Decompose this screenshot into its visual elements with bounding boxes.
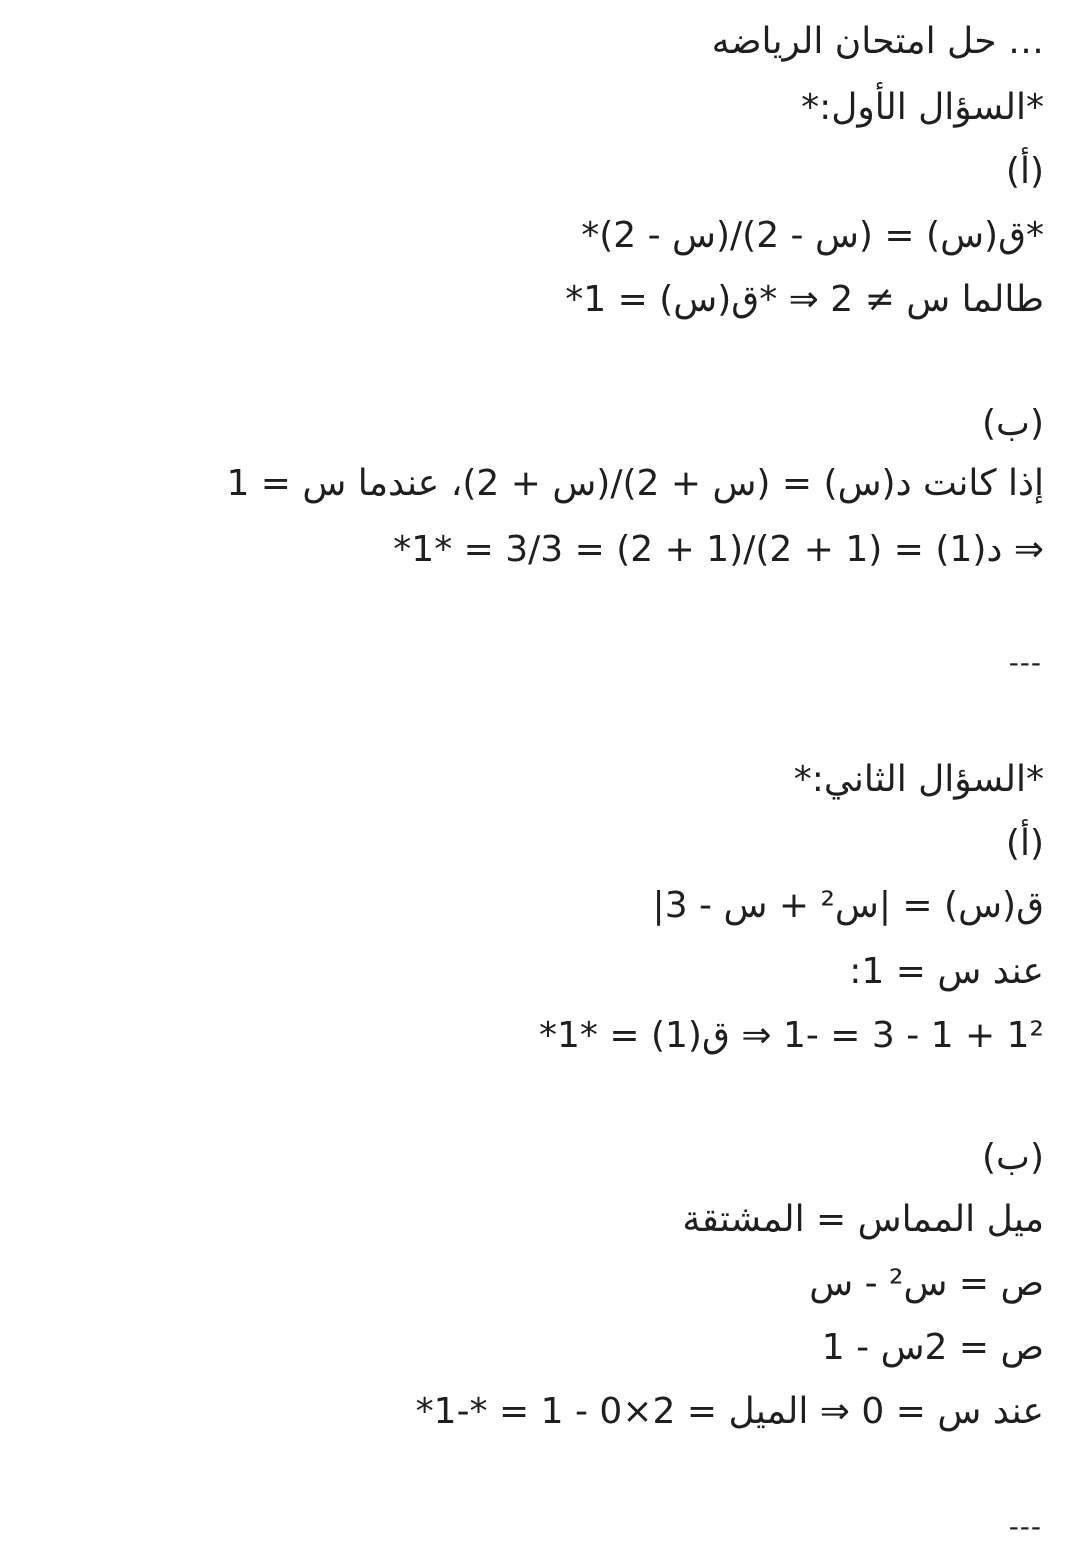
section-divider-bottom: --- [1008, 1510, 1042, 1543]
q2-part-b-line-2: ص = س² - س [809, 1263, 1044, 1304]
section-divider: --- [1008, 646, 1042, 679]
q2-part-a-label: (أ) [1005, 823, 1044, 864]
question-2-heading: *السؤال الثاني:* [793, 759, 1044, 800]
q1-part-b-line-2: ⇒ د(1) = (1 + 2)/(1 + 2) = 3/3 = *1* [393, 529, 1044, 570]
q2-part-b-line-3: ص = 2س - 1 [821, 1327, 1044, 1368]
q1-part-a-line-2: طالما س ≠ 2 ⇒ *ق(س) = 1* [565, 279, 1044, 320]
q2-part-a-line-1: ق(س) = |س² + س - 3| [652, 885, 1044, 926]
q1-part-a-label: (أ) [1005, 151, 1044, 192]
q1-part-b-label: (ب) [982, 403, 1044, 444]
q2-part-b-line-1: ميل المماس = المشتقة [682, 1199, 1044, 1240]
q2-part-a-line-3: 1² + 1 - 3 = -1 ⇒ ق(1) = *1* [538, 1015, 1044, 1056]
q2-part-b-line-4: عند س = 0 ⇒ الميل = 2×0 - 1 = *-1* [415, 1391, 1044, 1432]
q1-part-b-line-1: إذا كانت د(س) = (س + 2)/(س + 2)، عندما س = 1 [226, 463, 1044, 504]
document-title: … حل امتحان الرياضه [711, 21, 1044, 62]
q2-part-a-line-2: عند س = 1: [849, 951, 1044, 992]
q1-part-a-line-1: *ق(س) = (س - 2)/(س - 2)* [581, 215, 1044, 256]
q2-part-b-label: (ب) [982, 1137, 1044, 1178]
question-1-heading: *السؤال الأول:* [801, 87, 1044, 128]
